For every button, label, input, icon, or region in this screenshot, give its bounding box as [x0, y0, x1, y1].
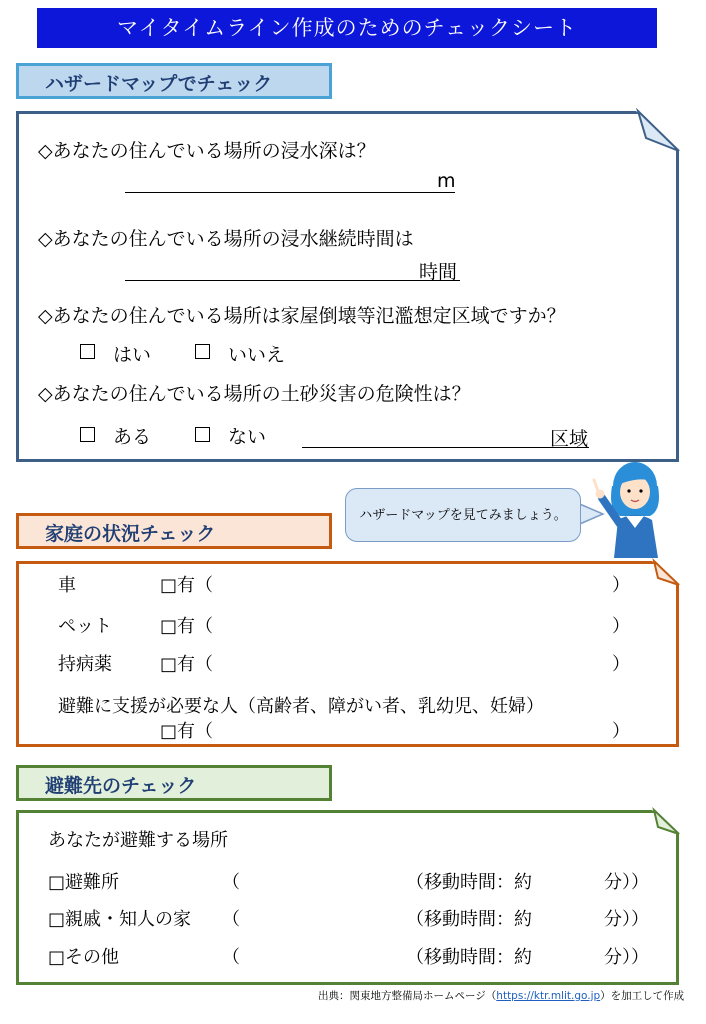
household-label-support: 避難に支援が必要な人（高齢者、障がい者、乳幼児、妊婦）	[58, 696, 544, 717]
checkbox-yes[interactable]	[80, 344, 95, 359]
household-option-medicine[interactable]: □有（	[160, 654, 214, 675]
page-curl-icon	[652, 558, 682, 588]
unit-hours: 時間	[419, 261, 458, 283]
option-yes: はい	[113, 344, 152, 366]
evac-paren-relatives: （	[222, 909, 240, 930]
household-close-support: ）	[612, 721, 630, 742]
answer-line-flood-depth[interactable]	[125, 192, 455, 193]
option-exists: ある	[113, 426, 152, 448]
checkbox-exists[interactable]	[80, 427, 95, 442]
evac-unit-relatives: 分））	[604, 909, 649, 930]
unit-zone: 区域	[550, 428, 589, 450]
household-option-support[interactable]: □有（	[160, 721, 214, 742]
section-evacuation-heading: 避難先のチェック	[16, 765, 332, 801]
answer-line-flood-duration[interactable]	[125, 280, 460, 281]
evac-option-shelter[interactable]: □避難所	[48, 872, 120, 893]
question-collapse-zone: ◇あなたの住んでいる場所は家屋倒壊等氾濫想定区域ですか？	[38, 305, 566, 327]
evac-paren-other: （	[222, 947, 240, 968]
household-close-car: ）	[612, 575, 630, 596]
source-note	[318, 988, 684, 1003]
household-label-pet: ペット	[58, 616, 112, 637]
household-label-car: 車	[58, 575, 76, 596]
evac-time-relatives: （移動時間：約	[406, 909, 532, 930]
source-prefix: 出典：関東地方整備局ホームページ（	[318, 990, 497, 1002]
option-no: いいえ	[228, 344, 286, 366]
household-close-medicine: ）	[612, 654, 630, 675]
evac-paren-shelter: （	[222, 872, 240, 893]
source-link[interactable]: https://ktr.mlit.go.jp	[496, 990, 601, 1002]
evac-unit-other: 分））	[604, 947, 649, 968]
unit-m: m	[437, 170, 456, 192]
guide-woman-icon	[590, 458, 675, 558]
answer-line-zone[interactable]	[302, 447, 589, 448]
page-title: マイタイムライン作成のためのチェックシート	[37, 8, 657, 48]
question-landslide: ◇あなたの住んでいる場所の土砂災害の危険性は？	[38, 383, 471, 405]
section-hazard-heading: ハザードマップでチェック	[16, 63, 332, 99]
question-flood-duration: ◇あなたの住んでいる場所の浸水継続時間は	[38, 228, 414, 250]
checkbox-none[interactable]	[195, 427, 210, 442]
checkbox-no[interactable]	[195, 344, 210, 359]
option-none: ない	[228, 426, 267, 448]
page-curl-icon	[636, 108, 682, 154]
household-option-pet[interactable]: □有（	[160, 616, 214, 637]
page-curl-icon	[652, 807, 682, 837]
hazard-panel	[16, 111, 679, 462]
speech-bubble: ハザードマップを見てみましょう。	[345, 488, 581, 542]
household-panel	[16, 561, 679, 747]
evac-time-other: （移動時間：約	[406, 947, 532, 968]
question-flood-depth: ◇あなたの住んでいる場所の浸水深は？	[38, 140, 376, 162]
evac-unit-shelter: 分））	[604, 872, 649, 893]
household-option-car[interactable]: □有（	[160, 575, 214, 596]
evac-option-other[interactable]: □その他	[48, 947, 120, 968]
household-label-medicine: 持病薬	[58, 654, 112, 675]
evacuation-intro: あなたが避難する場所	[48, 830, 228, 851]
household-close-pet: ）	[612, 616, 630, 637]
section-household-heading: 家庭の状況チェック	[16, 513, 332, 549]
source-suffix: ）を加工して作成	[600, 990, 685, 1002]
evac-option-relatives[interactable]: □親戚・知人の家	[48, 909, 192, 930]
evac-time-shelter: （移動時間：約	[406, 872, 532, 893]
